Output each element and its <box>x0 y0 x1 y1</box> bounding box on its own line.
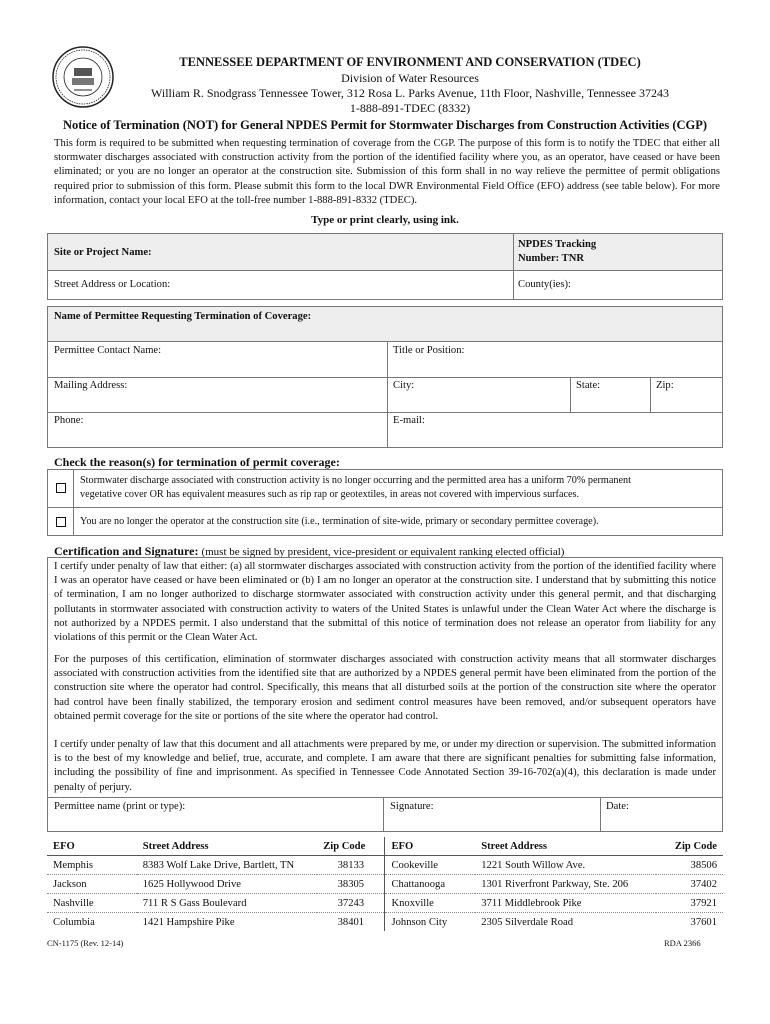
form-title: Notice of Termination (NOT) for General NPDES Permit for Stormwater Discharges from Construction Activities (CGP) <box>62 118 708 132</box>
street-address-label: Street Address or Location: <box>54 279 171 290</box>
table-row <box>47 856 723 875</box>
efo-header: EFO <box>385 837 475 856</box>
npdes-tracking-label-2: Number: TNR <box>518 253 585 264</box>
type-print-instruction: Type or print clearly, using ink. <box>311 214 459 226</box>
site-name-label: Site or Project Name: <box>54 247 152 258</box>
street-address-header: Street Address <box>137 837 317 856</box>
date-label: Date: <box>606 801 629 812</box>
efo-address: 1421 Hampshire Pike <box>142 916 235 928</box>
email-label: E-mail: <box>393 415 425 426</box>
efo-name: Columbia <box>53 916 95 928</box>
efo-name: Johnson City <box>391 916 448 928</box>
certification-subheading: (must be signed by president, vice-president or equivalent ranking elected official) <box>201 546 565 558</box>
rda-number: RDA 2366 <box>664 938 701 948</box>
efo-name: Knoxville <box>385 894 475 913</box>
efo-table <box>47 837 723 931</box>
tennessee-seal-icon <box>52 46 114 108</box>
efo-name: Cookeville <box>385 856 475 875</box>
reason-1-line-2: vegetative cover OR has equivalent measures such as rip rap or geotextiles, in areas not covered with impervious surfaces. <box>80 489 580 500</box>
efo-name: Chattanooga <box>385 875 475 894</box>
zip-code-header: Zip Code <box>656 837 723 856</box>
phone-field[interactable] <box>48 413 387 447</box>
efo-name: Nashville <box>47 894 137 913</box>
street-address-header: Street Address <box>475 837 655 856</box>
zip-code-header: Zip Code <box>317 837 385 856</box>
certification-paragraph-2: For the purposes of this certification, elimination of stormwater discharges associated with construction activity means that all stormwater discharges associated with construction activities from the identified site that are authorized by a NPDES general permit have been eliminated from the portion of the construction site where the operator had control. Specifically, this means that all disturbed soils at the portion of the construction site where the operator had control have been finally stabilized, the temporary erosion and sediment control measures have been removed, and/or subsequent operators have obtained permit coverage for the site or portions of the site where the operator had control. <box>54 654 716 722</box>
table-row <box>47 913 723 932</box>
efo-zip: 37921 <box>656 894 723 913</box>
signature-label: Signature: <box>390 801 434 812</box>
certification-paragraph-3: I certify under penalty of law that this document and all attachments were prepared by me, or under my direction or supervision. The submitted information is to the best of my knowledge and belief, true, accurate, and complete. I am aware that there are significant penalties for submitting false information, including the possibility of fine and imprisonment. As specified in Tennessee Code Annotated Section 39-16-702(a)(4), this declaration is made under penalty of perjury. <box>54 739 716 793</box>
efo-address: 1301 Riverfront Parkway, Ste. 206 <box>475 875 655 894</box>
form-number: CN-1175 (Rev. 12-14) <box>47 938 124 948</box>
division-name: Division of Water Resources <box>341 71 479 85</box>
title-position-label: Title or Position: <box>393 345 465 356</box>
efo-zip: 38506 <box>656 856 723 875</box>
npdes-tracking-label-1: NPDES Tracking <box>518 239 597 250</box>
reason-1-line-1: Stormwater discharge associated with construction activity is no longer occurring and the permitted area has a uniform 70% permanent <box>80 475 631 486</box>
efo-zip: 38305 <box>317 875 385 894</box>
reason-2-text: You are no longer the operator at the construction site (i.e., termination of site-wide, primary or secondary permittee coverage). <box>80 516 599 527</box>
table-row <box>47 894 723 913</box>
agency-address: William R. Snodgrass Tennessee Tower, 312 Rosa L. Parks Avenue, 11th Floor, Nashville, Tennessee 37243 <box>151 86 669 100</box>
certification-heading: Certification and Signature: <box>54 544 199 558</box>
efo-zip: 38133 <box>317 856 385 875</box>
efo-address: 3711 Middlebrook Pike <box>475 894 655 913</box>
efo-name: Jackson <box>47 875 137 894</box>
phone-label: Phone: <box>54 415 84 426</box>
zip-label: Zip: <box>656 380 674 391</box>
efo-zip: 38401 <box>317 913 385 932</box>
efo-address: 1221 South Willow Ave. <box>475 856 655 875</box>
county-label: County(ies): <box>518 279 571 290</box>
agency-phone: 1-888-891-TDEC (8332) <box>349 101 471 115</box>
agency-name: TENNESSEE DEPARTMENT OF ENVIRONMENT AND CONSERVATION (TDEC) <box>179 55 641 69</box>
intro-paragraph: This form is required to be submitted when requesting termination of coverage from the CGP. The purpose of this form is to notify the TDEC that either all stormwater discharges associated with construction activity from the portion of the identified facility where you, as an operator, have ceased or have been eliminated; or you are no longer an operator at the construction site. Submission of this form shall in no way relieve the permittee of permit obligations required prior to submission of this form. Please submit this form to the local DWR Environmental Field Office (EFO) address (see table below). For more information, contact your local EFO at the toll-free number 1-888-891-8332 (TDEC). <box>54 138 720 206</box>
mailing-address-label: Mailing Address: <box>54 380 128 391</box>
efo-header: EFO <box>47 837 137 856</box>
certification-paragraph-1: I certify under penalty of law that either: (a) all stormwater discharges associated with construction activity from the portion of the identified facility where I was an operator have ceased or have been eliminated or (b) I am no longer an operator at the construction site. I understand that by submitting this notice of termination, I am no longer authorized to discharge stormwater associated with construction activity under this general permit, and that discharging pollutants in stormwater associated with construction activity to waters of the United States is unlawful under the Clean Water Act where the discharge is not authorized by a NPDES permit. I also understand that the submittal of this notice of termination does not release an operator from liability for any violations of this permit or the Clean Water Act. <box>54 561 716 644</box>
efo-address: 711 R S Gass Boulevard <box>137 894 317 913</box>
reason-2-checkbox[interactable] <box>56 517 66 527</box>
efo-address: 8383 Wolf Lake Drive, Bartlett, TN <box>137 856 317 875</box>
city-field[interactable] <box>388 378 570 412</box>
efo-address: 1625 Hollywood Drive <box>137 875 317 894</box>
permittee-name-print-label: Permittee name (print or type): <box>54 801 186 812</box>
efo-zip: 37601 <box>690 916 717 928</box>
permittee-name-label: Name of Permittee Requesting Termination of Coverage: <box>54 311 312 322</box>
efo-zip: 37243 <box>317 894 385 913</box>
reasons-heading: Check the reason(s) for termination of permit coverage: <box>54 455 340 469</box>
city-label: City: <box>393 380 415 391</box>
efo-name: Memphis <box>47 856 137 875</box>
state-label: State: <box>576 380 601 391</box>
efo-address: 2305 Silverdale Road <box>481 916 574 928</box>
contact-name-label: Permittee Contact Name: <box>54 345 162 356</box>
efo-table-header <box>47 837 723 856</box>
reason-1-checkbox[interactable] <box>56 483 66 493</box>
efo-zip: 37402 <box>656 875 723 894</box>
table-row <box>47 875 723 894</box>
email-field[interactable] <box>388 413 722 447</box>
